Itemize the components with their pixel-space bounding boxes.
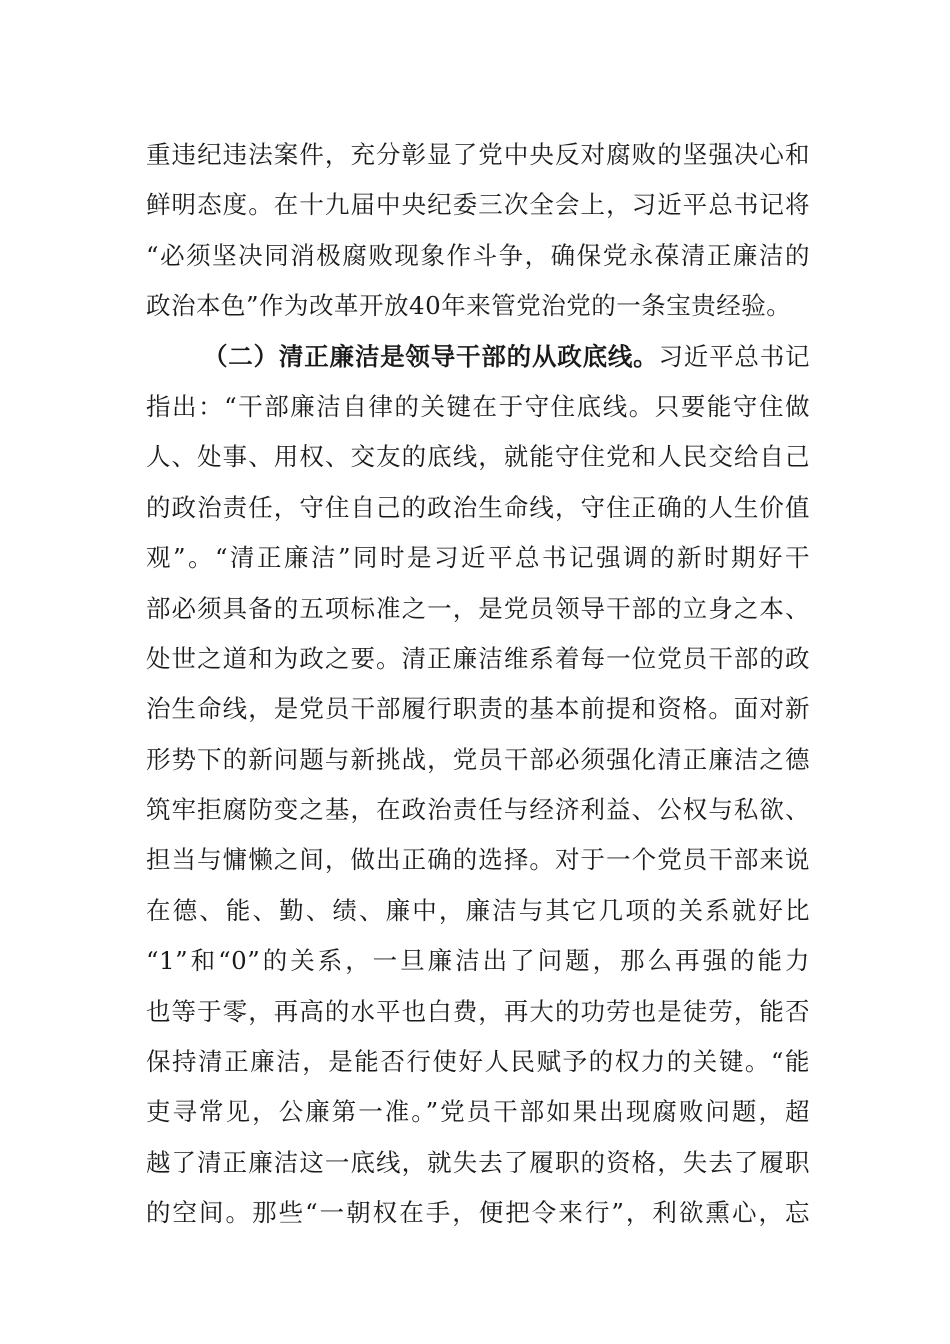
section-heading: （二）清正廉洁是领导干部的从政底线。	[203, 341, 659, 371]
text-line: 重违纪违法案件，充分彰显了党中央反对腐败的坚强决心和	[146, 140, 810, 169]
text-line: 部必须具备的五项标准之一，是党员领导干部的立身之本、	[146, 593, 810, 623]
section-heading-line	[146, 332, 810, 382]
text-line: 鲜明态度。在十九届中央纪委三次全会上，习近平总书记将	[146, 190, 810, 220]
text-line: 越了清正廉洁这一底线，就失去了履职的资格，失去了履职	[146, 1147, 810, 1177]
text-line: “1”和“0”的关系，一旦廉洁出了问题，那么再强的能力	[146, 946, 810, 976]
text-line: “必须坚决同消极腐败现象作斗争，确保党永葆清正廉洁的	[146, 240, 810, 270]
text-line: 吏寻常见，公廉第一准。”党员干部如果出现腐败问题，超	[146, 1097, 810, 1127]
body-text	[146, 130, 810, 1239]
text-line: 筑牢拒腐防变之基，在政治责任与经济利益、公权与私欲、	[146, 795, 810, 825]
section-heading-text: 习近平总书记	[658, 341, 811, 371]
text-line: 保持清正廉洁，是能否行使好人民赋予的权力的关键。“能	[146, 1047, 810, 1077]
text-line: 形势下的新问题与新挑战，党员干部必须强化清正廉洁之德	[146, 744, 810, 774]
text-line: 政治本色”作为改革开放40年来管党治党的一条宝贵经验。	[146, 291, 792, 321]
text-line: 人、处事、用权、交友的底线，就能守住党和人民交给自己	[146, 442, 810, 472]
text-line: 在德、能、勤、绩、廉中，廉洁与其它几项的关系就好比	[146, 895, 810, 925]
text-line: 也等于零，再高的水平也白费，再大的功劳也是徒劳，能否	[146, 996, 810, 1026]
text-line: 的政治责任，守住自己的政治生命线，守住正确的人生价值	[146, 492, 810, 522]
text-line: 担当与慵懒之间，做出正确的选择。对于一个党员干部来说	[146, 845, 810, 875]
text-line: 指出：“干部廉洁自律的关键在于守住底线。只要能守住做	[146, 391, 810, 421]
text-line: 观”。“清正廉洁”同时是习近平总书记强调的新时期好干	[146, 543, 810, 573]
text-line: 治生命线，是党员干部履行职责的基本前提和资格。面对新	[146, 694, 810, 724]
text-line: 的空间。那些“一朝权在手，便把令来行”，利欲熏心，忘	[146, 1198, 810, 1228]
text-line: 处世之道和为政之要。清正廉洁维系着每一位党员干部的政	[146, 643, 810, 673]
